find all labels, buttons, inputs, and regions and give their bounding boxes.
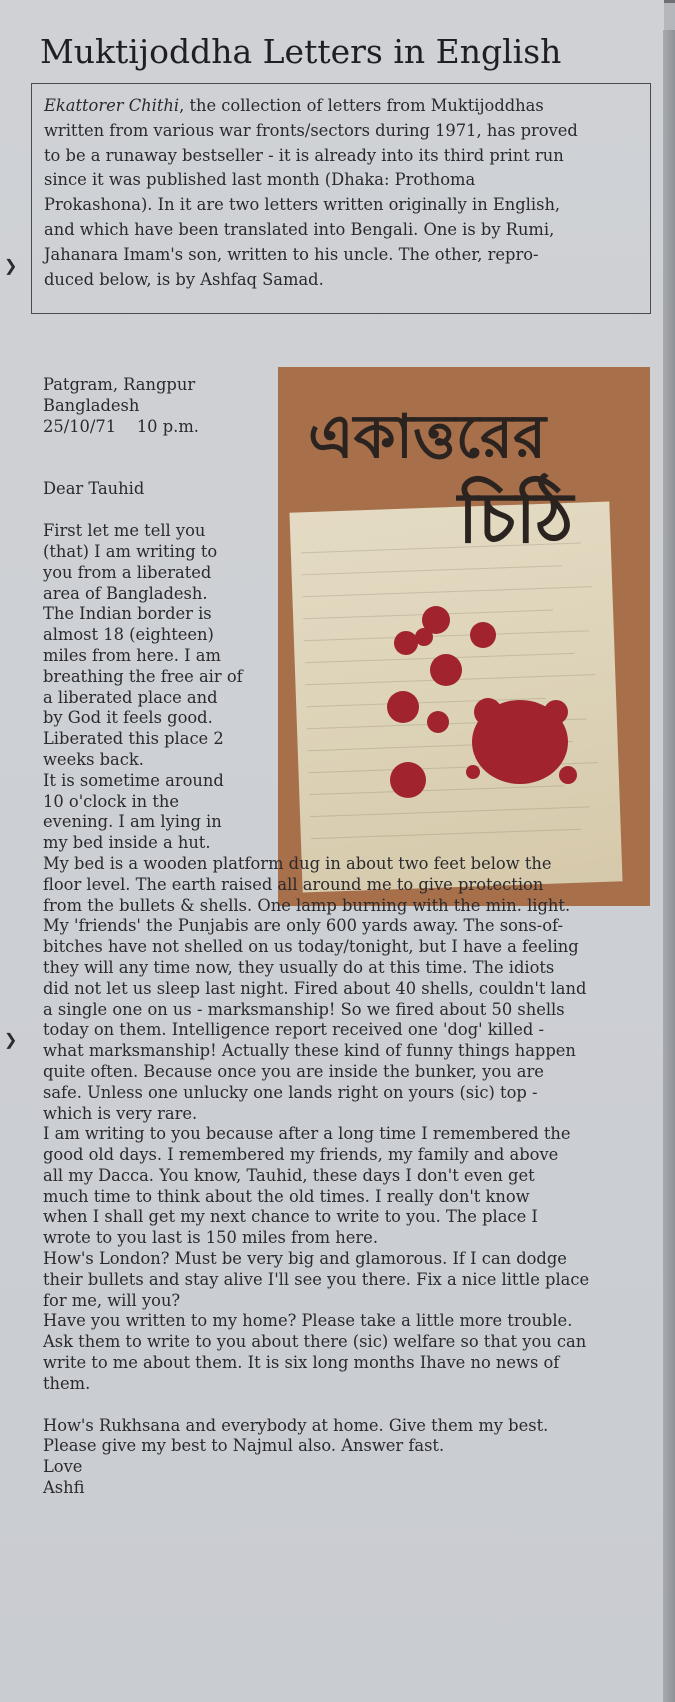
closing-line: Love bbox=[43, 1457, 83, 1477]
letter-wide-column bbox=[43, 854, 653, 1395]
letter-line: Have you written to my home? Please take a little more trouble. bbox=[43, 1311, 573, 1331]
letter-line: My 'friends' the Punjabis are only 600 yards away. The sons-of- bbox=[43, 916, 563, 936]
salutation: Dear Tauhid bbox=[43, 479, 145, 499]
letter-line: write to me about them. It is six long months Ihave no news of bbox=[43, 1353, 560, 1373]
letter-line: How's London? Must be very big and glamorous. If I can dodge bbox=[43, 1249, 567, 1269]
intro-line: and which have been translated into Bengali. One is by Rumi, bbox=[44, 219, 555, 239]
intro-box bbox=[31, 83, 651, 314]
intro-line: Prokashona). In it are two letters written originally in English, bbox=[44, 195, 561, 215]
letter-line: bitches have not shelled on us today/tonight, but I have a feeling bbox=[43, 937, 579, 957]
spacer bbox=[43, 1395, 653, 1416]
cover-title-line1: একাত্তরের bbox=[308, 402, 547, 472]
letter-line: evening. I am lying in bbox=[43, 812, 222, 832]
letter-line: good old days. I remembered my friends, my family and above bbox=[43, 1145, 559, 1165]
letter-line: It is sometime around bbox=[43, 770, 224, 790]
letter-line: First let me tell you bbox=[43, 521, 206, 541]
letter-line: miles from here. I am bbox=[43, 645, 221, 665]
letter-line: My bed is a wooden platform dug in about two feet below the bbox=[43, 853, 552, 873]
address-line: Bangladesh bbox=[43, 395, 140, 415]
letter-line: their bullets and stay alive I'll see you there. Fix a nice little place bbox=[43, 1269, 590, 1289]
letter-line: from the bullets & shells. One lamp burning with the min. light. bbox=[43, 895, 571, 915]
letter-line: them. bbox=[43, 1373, 91, 1393]
intro-line: to be a runaway bestseller - it is already into its third print run bbox=[44, 145, 564, 165]
intro-line: Jahanara Imam's son, written to his uncle. The other, repro- bbox=[44, 244, 539, 264]
letter-line: I am writing to you because after a long time I remembered the bbox=[43, 1124, 571, 1144]
letter-line: which is very rare. bbox=[43, 1103, 198, 1123]
letter-line: weeks back. bbox=[43, 749, 144, 769]
letter-line: my bed inside a hut. bbox=[43, 833, 211, 853]
intro-line: duced below, is by Ashfaq Samad. bbox=[44, 269, 324, 289]
letter-line: safe. Unless one unlucky one lands right on yours (sic) top - bbox=[43, 1082, 538, 1102]
signature: Ashfi bbox=[43, 1478, 85, 1498]
closing-line: Please give my best to Najmul also. Answer fast. bbox=[43, 1436, 445, 1456]
letter-line: you from a liberated bbox=[43, 562, 212, 582]
intro-line: , the collection of letters from Muktijoddhas bbox=[179, 96, 544, 115]
letter-line: what marksmanship! Actually these kind of funny things happen bbox=[43, 1041, 576, 1061]
letter-narrow-column bbox=[43, 521, 273, 854]
letter-closing bbox=[43, 1416, 653, 1499]
letter-line: when I shall get my next chance to write to you. The place I bbox=[43, 1207, 538, 1227]
spacer bbox=[43, 500, 653, 521]
address-date: 25/10/71 10 p.m. bbox=[43, 416, 199, 436]
margin-arrow-icon: ❯ bbox=[4, 1030, 18, 1049]
letter-line: they will any time now, they usually do at this time. The idiots bbox=[43, 957, 555, 977]
spacer bbox=[43, 437, 653, 458]
letter-line: The Indian border is bbox=[43, 604, 212, 624]
letter-line: much time to think about the old times. I really don't know bbox=[43, 1186, 530, 1206]
letter-body bbox=[43, 375, 653, 1499]
page-edge bbox=[663, 30, 675, 1702]
letter-line: floor level. The earth raised all around me to give protection bbox=[43, 874, 544, 894]
letter-line: for me, will you? bbox=[43, 1290, 181, 1310]
letter-line: a liberated place and bbox=[43, 687, 218, 707]
letter-line: all my Dacca. You know, Tauhid, these days I don't even get bbox=[43, 1165, 535, 1185]
letter-line: Liberated this place 2 bbox=[43, 729, 224, 749]
book-title: Ekattorer Chithi bbox=[44, 96, 180, 115]
cover-title-line2: চিঠি bbox=[458, 477, 574, 559]
letter-line: breathing the free air of bbox=[43, 666, 243, 686]
letter-line: 10 o'clock in the bbox=[43, 791, 179, 811]
letter-line: (that) I am writing to bbox=[43, 541, 218, 561]
letter-line: quite often. Because once you are inside the bunker, you are bbox=[43, 1061, 544, 1081]
letter-line: Ask them to write to you about there (sic) welfare so that you can bbox=[43, 1332, 587, 1352]
letter-address bbox=[43, 375, 653, 437]
intro-text bbox=[44, 94, 640, 292]
letter-line: a single one on us - marksmanship! So we fired about 50 shells bbox=[43, 999, 565, 1019]
letter-line: today on them. Intelligence report received one 'dog' killed - bbox=[43, 1020, 544, 1040]
closing-line: How's Rukhsana and everybody at home. Give them my best. bbox=[43, 1415, 549, 1435]
letter-line: area of Bangladesh. bbox=[43, 583, 208, 603]
headline: Muktijoddha Letters in English bbox=[40, 32, 562, 71]
margin-arrow-icon: ❯ bbox=[4, 256, 18, 275]
intro-line: written from various war fronts/sectors during 1971, has proved bbox=[44, 120, 578, 140]
letter-line: by God it feels good. bbox=[43, 708, 213, 728]
letter-line: wrote to you last is 150 miles from here. bbox=[43, 1228, 378, 1248]
letter-line: did not let us sleep last night. Fired about 40 shells, couldn't land bbox=[43, 978, 587, 998]
spacer bbox=[43, 458, 653, 479]
address-line: Patgram, Rangpur bbox=[43, 375, 196, 394]
letter-line: almost 18 (eighteen) bbox=[43, 625, 214, 645]
intro-line: since it was published last month (Dhaka: Prothoma bbox=[44, 170, 476, 190]
